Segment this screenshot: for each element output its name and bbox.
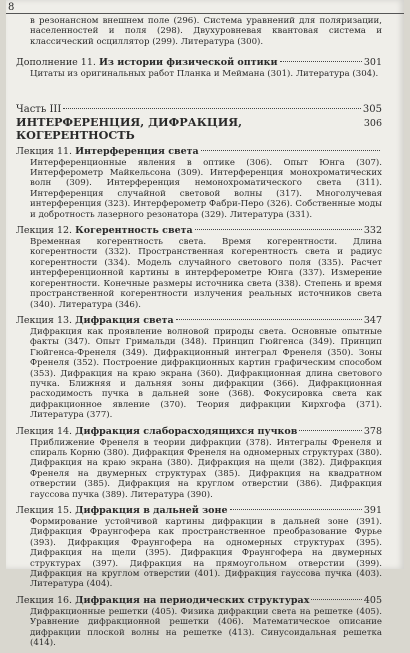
dot-leader (195, 229, 362, 230)
dot-leader (299, 430, 362, 431)
lecture-title: Дифракция на периодических структурах (75, 594, 310, 606)
lecture-heading (16, 426, 382, 438)
lecture-page: 378 (363, 425, 382, 437)
part-title: ИНТЕРФЕРЕНЦИЯ, ДИФРАКЦИЯ, КОГЕРЕНТНОСТЬ (16, 114, 243, 142)
lecture-body: Интерференционные явления в оптике (306). Опыт Юнга (307). Интерферометр Майкельсона (309). Интерференция монохроматических волн (309). Интерференция немонохроматического света (311). Интерференция случайной световой волны (317). Многолучевая интерференция (323). Интерферометр Фабри-Перо (326). Собственные моды и добротность лазерного резонатора (329). Литература (331). (30, 157, 382, 220)
header-rule (6, 13, 404, 14)
lecture-page: 405 (363, 594, 382, 606)
lecture-title-line (16, 426, 297, 438)
lecture-title-line (16, 595, 309, 607)
supplement-title: Из истории физической оптики (98, 57, 278, 69)
dot-leader (176, 319, 362, 320)
page-number: 8 (8, 2, 15, 13)
lecture-label: Лекция 14. (16, 425, 73, 437)
dot-leader (230, 509, 362, 510)
supplement-body: Цитаты из оригинальных работ Планка и Меймана (301). Литература (304). (30, 69, 379, 80)
lecture-label: Лекция 11. (16, 145, 73, 157)
supplement-label: Дополнение 11. (16, 57, 96, 69)
toc-entry-lecture-12 (16, 225, 382, 310)
lecture-body: Формирование устойчивой картины дифракции в дальней зоне (391). Дифракция Фраунгофера как пространственное преобразование Фурье (393). Дифракция Фраунгофера на одномерных структурах (395). Дифракция на щели (395). Дифракция Фраунгофера на двумерных структурах (397). Дифракция на прямоугольном отверстии (399). Дифракция на круглом отверстии (401). Дифракция гауссова пучка (403). Литература (404). (30, 517, 382, 590)
dot-leader (280, 61, 362, 62)
dot-leader (201, 150, 380, 151)
lecture-title: Дифракция света (75, 314, 174, 326)
lecture-body: Приближение Френеля в теории дифракции (378). Интегралы Френеля и спираль Корню (380). Дифракция Френеля на одномерных структурах (380). Дифракция на краю экрана (380). Дифракция на щели (382). Дифракция Френеля на двумерных структурах (385). Дифракция на квадратном отверстии (385). Дифракция на круглом отверстии (386). Дифракция гауссова пучка (389). Литература (390). (30, 437, 382, 500)
book-page (6, 0, 404, 649)
supplement-heading (16, 57, 382, 69)
part-label: Часть III (16, 103, 62, 115)
lecture-title: Дифракция слаборасходящихся пучков (75, 425, 298, 437)
supplement-title-line (16, 57, 278, 69)
dot-leader (311, 599, 361, 600)
lecture-title: Дифракция в дальней зоне (75, 505, 228, 516)
continuation-text: в резонансном внешнем поле (296). Система уравнений для поляризации, населенностей и поля (298). Двухуровневая квантовая система и классический осциллятор (299). Литература (300). (30, 16, 382, 47)
lecture-label: Лекция 15. (16, 505, 73, 516)
lecture-title-line (16, 146, 199, 158)
lecture-title-line (16, 505, 228, 517)
supplement-entry (16, 57, 382, 79)
lecture-heading (16, 146, 382, 158)
part-heading (16, 104, 382, 142)
continuation-block (16, 16, 382, 47)
table-of-contents (16, 16, 382, 653)
supplement-page: 301 (363, 57, 382, 69)
lecture-title: Когерентность света (75, 225, 193, 237)
toc-entry-lecture-13 (16, 315, 382, 421)
lecture-heading (16, 225, 382, 237)
lecture-title-line (16, 225, 193, 237)
toc-entry-lecture-15 (16, 505, 382, 590)
part-label-page: 305 (362, 103, 382, 115)
lecture-label: Лекция 16. (16, 594, 73, 606)
part-title-line (16, 116, 382, 142)
lecture-body: Временная когерентность света. Время когерентности. Длина когерентности (332). Пространственная когерентность света и радиус когерентности (334). Модель случайного светового поля (335). Расчет интерференционной картины в интерферометре Юнга (337). Измерение когерентности. Конечные размеры источника света (338). Степень и время пространственной когерентности излучения реальных источников света (340). Литература (346). (30, 237, 382, 310)
lecture-title-line (16, 315, 174, 327)
toc-entry-lecture-11 (16, 146, 382, 220)
lecture-page: 391 (363, 505, 382, 516)
lecture-page: 347 (363, 314, 382, 326)
dot-leader (63, 108, 361, 109)
lecture-label: Лекция 12. (16, 225, 73, 237)
lecture-page: 332 (363, 225, 382, 237)
lecture-label: Лекция 13. (16, 314, 73, 326)
lecture-heading (16, 505, 382, 517)
lecture-body: Дифракционные решетки (405). Физика дифракции света на решетке (405). Уравнение дифракционной решетки (406). Математическое описание дифракции плоской волны на решетке (413). Синусоидальная решетка (414). (30, 606, 382, 649)
toc-entry-lecture-16 (16, 595, 382, 649)
part-title-page: 306 (363, 117, 382, 129)
part-label-line (16, 104, 382, 116)
lecture-title: Интерференция света (75, 145, 199, 157)
lecture-body: Дифракция как проявление волновой природы света. Основные опытные факты (347). Опыт Гримальди (348). Принцип Гюйгенса (349). Принцип Гюйгенса-Френеля (349). Дифракционный интеграл Френеля (350). Зоны Френеля (352). Построение дифракционных картин графическим способом (353). Дифракция на краю экрана (360). Дифракционная длина светового пучка. Ближняя и дальняя зоны дифракции (366). Дифракционная расходимость пучка в дальней зоне (368). Фокусировка света как дифракционное явление (370). Теория дифракции Кирхгофа (371). Литература (377). (30, 326, 382, 421)
lecture-heading (16, 595, 382, 607)
toc-entry-lecture-14 (16, 426, 382, 500)
lecture-heading (16, 315, 382, 327)
